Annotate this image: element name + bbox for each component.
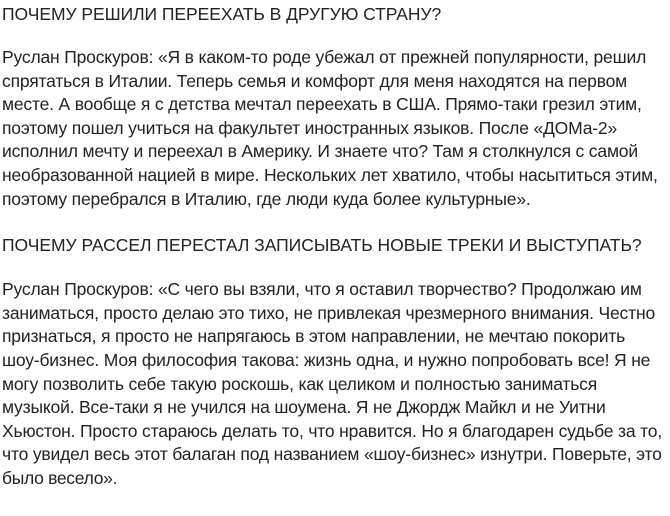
paragraph-line: что увидел весь этот балаган под названием «шоу-бизнес» изнутри. Поверьте, это: [2, 444, 662, 465]
section-heading-music: ПОЧЕМУ РАССЕЛ ПЕРЕСТАЛ ЗАПИСЫВАТЬ НОВЫЕ ТРЕКИ И ВЫСТУПАТЬ?: [2, 235, 642, 256]
paragraph-line: Руслан Проскуров: «Я в каком-то роде убежал от прежней популярности, решил: [2, 47, 647, 67]
paragraph-line: поэтому пошел учиться на факультет иностранных языков. После «ДОМа-2»: [2, 117, 618, 138]
paragraph-line: исполнил мечту и переехал в Америку. И знаете что? Там я столкнулся с самой: [2, 141, 638, 162]
paragraph-line: спрятаться в Италии. Теперь семья и комфорт для меня находятся на первом: [2, 70, 628, 91]
paragraph-line: месте. А вообще я с детства мечтал переехать в США. Прямо-таки грезил этим,: [2, 94, 642, 115]
paragraph-line: признаться, я просто не напрягаюсь в этом направлении, не мечтаю покорить: [2, 326, 626, 347]
paragraph-line: поэтому перебрался в Италию, где люди куда более культурные».: [2, 188, 531, 209]
paragraph-line: Хьюстон. Просто стараюсь делать то, что нравится. Но я благодарен судьбе за то,: [2, 420, 663, 441]
section-heading-relocation: ПОЧЕМУ РЕШИЛИ ПЕРЕЕХАТЬ В ДРУГУЮ СТРАНУ?: [2, 4, 442, 24]
answer-paragraph-relocation: [2, 46, 668, 211]
paragraph-line: заниматься, просто делаю это тихо, не привлекая чрезмерного внимания. Честно: [2, 302, 656, 323]
article: [2, 0, 668, 491]
paragraph-line: Руслан Проскуров: «С чего вы взяли, что я оставил творчество? Продолжаю им: [2, 279, 642, 300]
paragraph-line: музыкой. Все-таки я не учился на шоумена. Я не Джордж Майкл и не Уитни: [2, 397, 606, 418]
paragraph-line: было весело».: [2, 467, 118, 488]
paragraph-line: необразованной нацией в мире. Нескольких лет хватило, чтобы насытиться этим,: [2, 164, 658, 185]
paragraph-line: могу позволить себе такую роскошь, как целиком и полностью заниматься: [2, 373, 598, 394]
paragraph-line: шоу-бизнес. Моя философия такова: жизнь одна, и нужно попробовать все! Я не: [2, 349, 651, 370]
answer-paragraph-music: [2, 278, 668, 490]
